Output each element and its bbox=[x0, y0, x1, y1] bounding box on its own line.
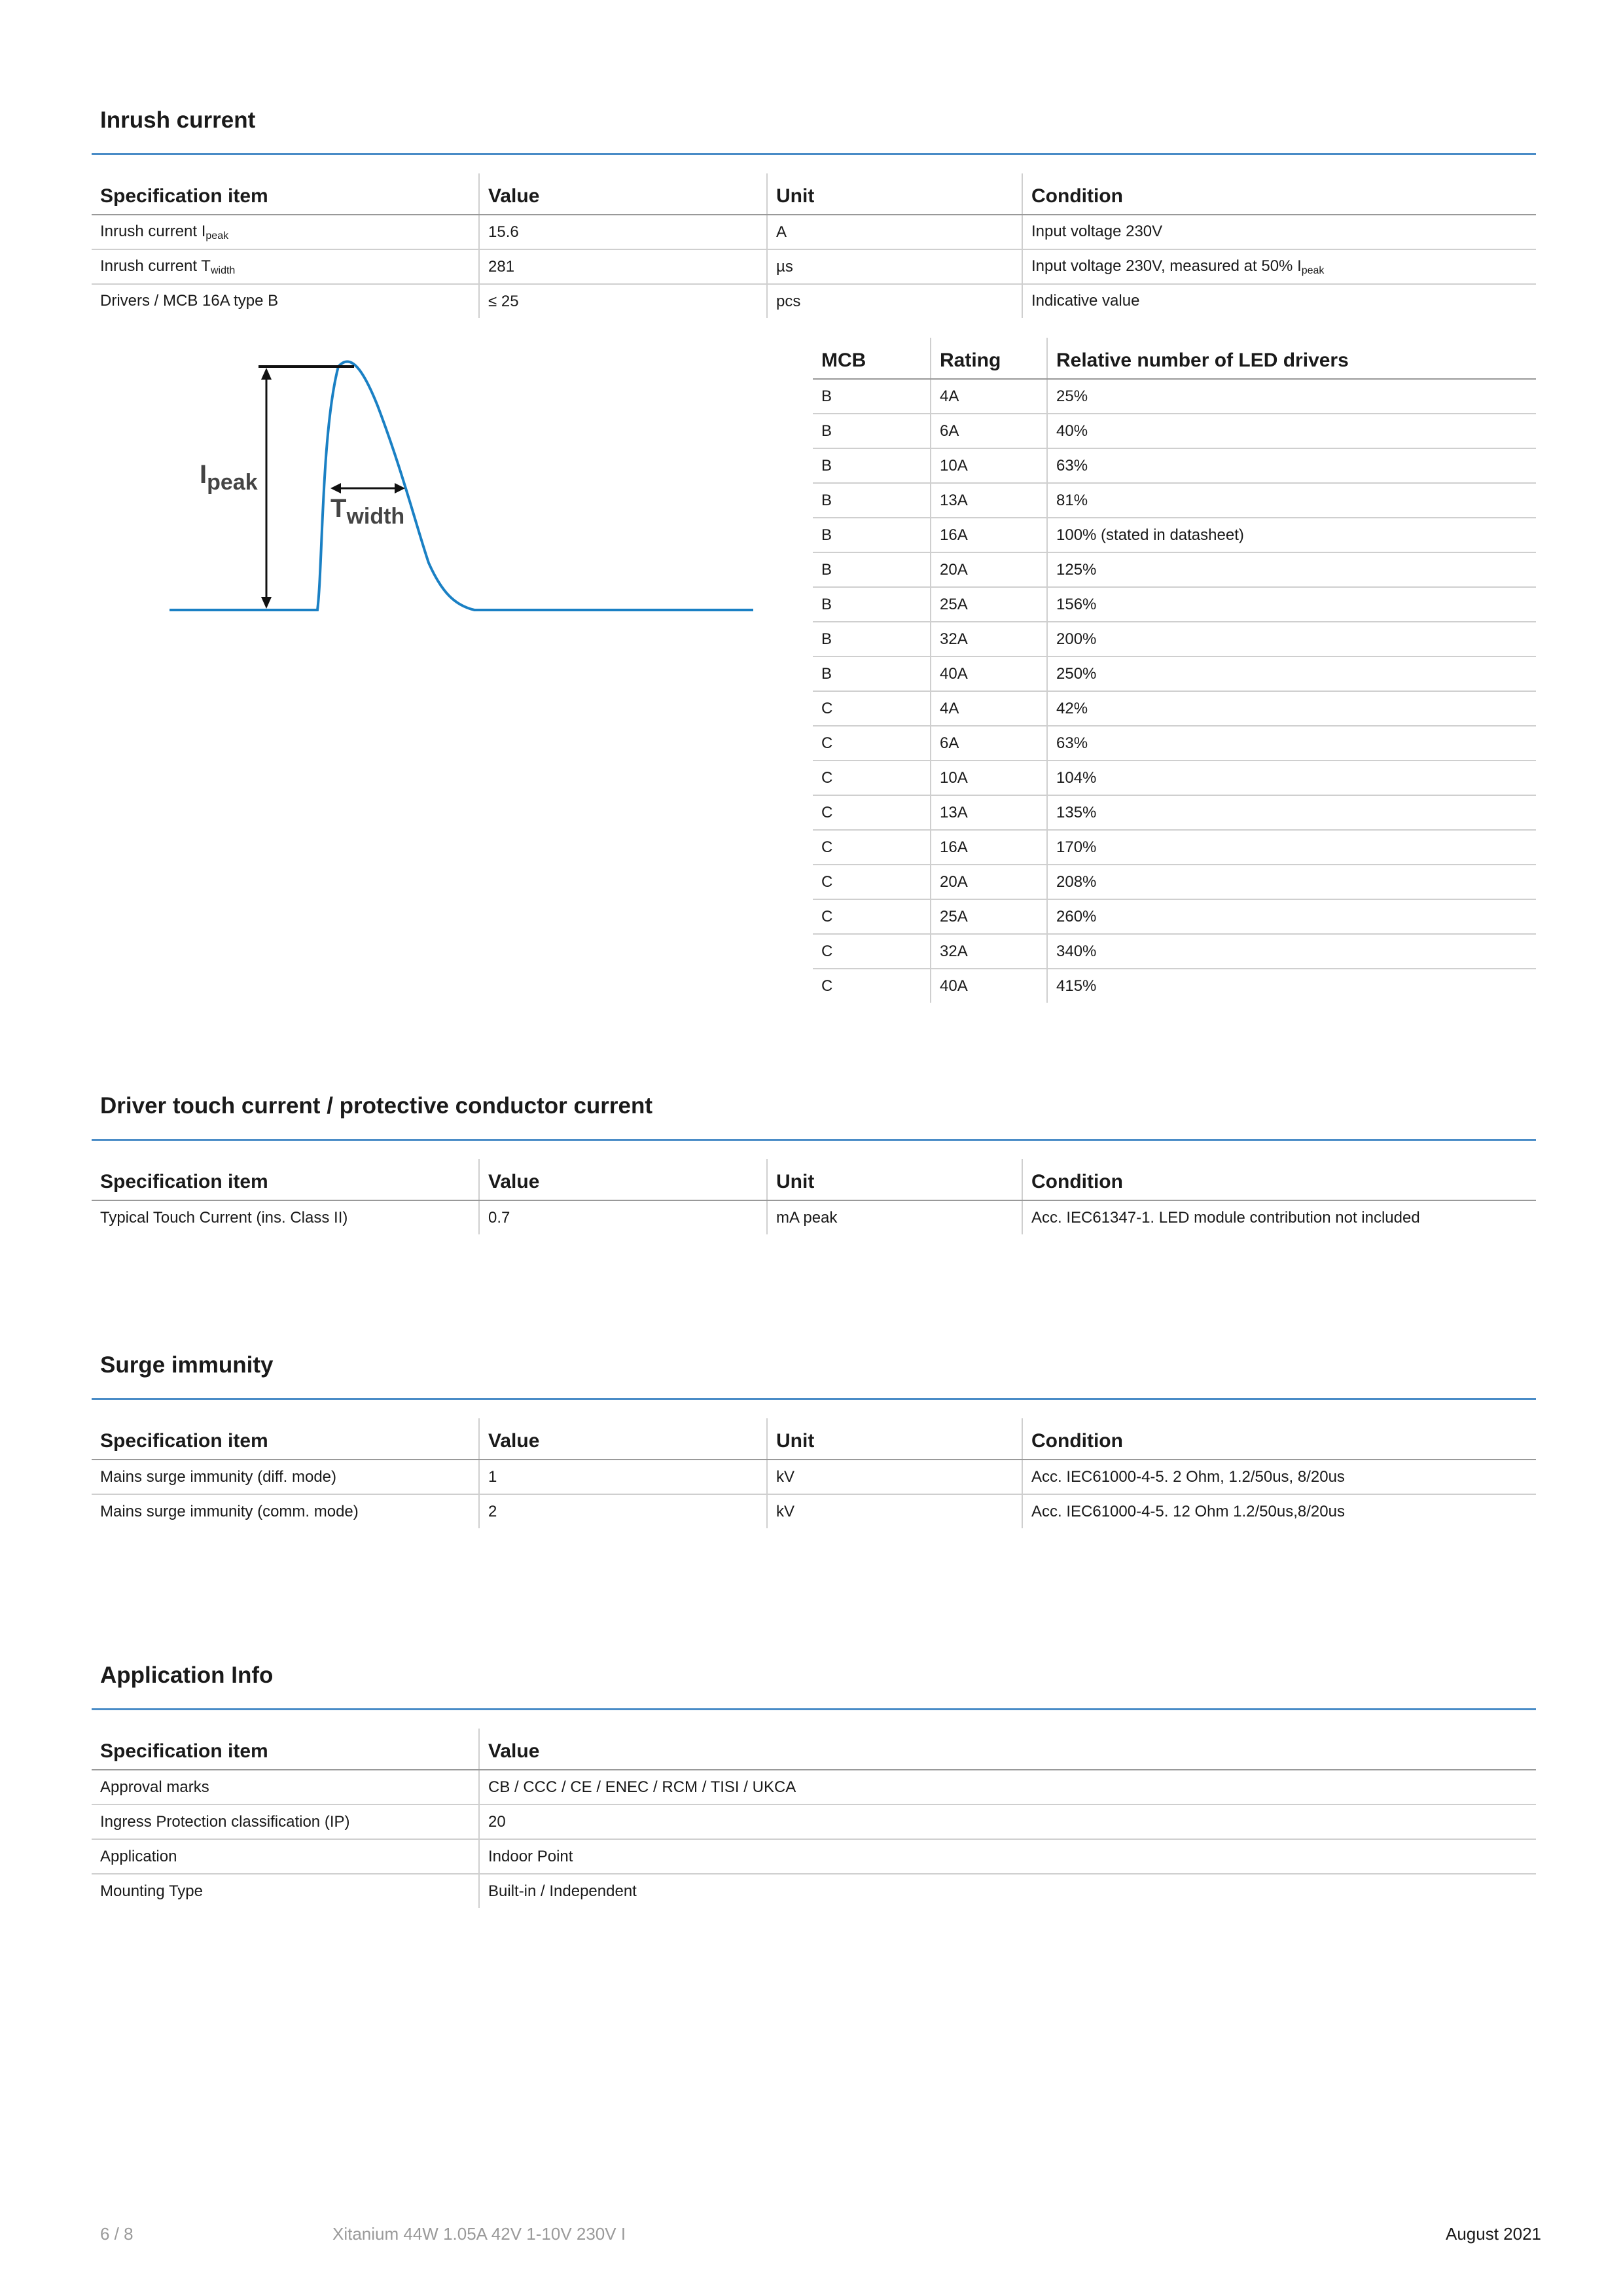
inrush-pulse-diagram bbox=[167, 353, 756, 628]
cell-rating: 10A bbox=[931, 761, 1047, 795]
header-spec-item: Specification item bbox=[92, 1159, 479, 1200]
application-table bbox=[92, 1729, 1536, 1908]
cell-relative-number: 40% bbox=[1047, 414, 1536, 448]
ipeak-label: $I_{peak}$ bbox=[200, 460, 258, 495]
cell-relative-number: 156% bbox=[1047, 587, 1536, 622]
cell-rating: 40A bbox=[931, 969, 1047, 1003]
cell-rating: 32A bbox=[931, 622, 1047, 656]
table-header-row bbox=[813, 338, 1536, 379]
table-row bbox=[92, 1770, 1536, 1804]
cell-value: Built-in / Independent bbox=[479, 1874, 1536, 1908]
cell-mcb-type: B bbox=[813, 379, 931, 414]
cell-condition: Acc. IEC61347-1. LED module contribution not included bbox=[1022, 1200, 1536, 1234]
section-title-application: Application Info bbox=[100, 1662, 274, 1688]
section-rule bbox=[92, 1708, 1536, 1710]
mcb-row bbox=[813, 691, 1536, 726]
cell-rating: 16A bbox=[931, 518, 1047, 552]
cell-mcb-type: C bbox=[821, 977, 833, 995]
cell-condition: Input voltage 230V, measured at 50% $I_{peak}$ bbox=[1022, 249, 1536, 284]
cell-relative-number: 63% bbox=[1047, 448, 1536, 483]
section-rule bbox=[92, 153, 1536, 155]
header-condition: Condition bbox=[1022, 1418, 1536, 1460]
mcb-row bbox=[813, 899, 1536, 934]
mcb-row bbox=[813, 379, 1536, 414]
table-row bbox=[92, 1839, 1536, 1874]
table-row bbox=[92, 215, 1536, 249]
section-rule bbox=[92, 1398, 1536, 1400]
table-row bbox=[92, 1874, 1536, 1908]
table-header-row bbox=[92, 1159, 1536, 1200]
cell-relative-number: 415% bbox=[1047, 969, 1536, 1003]
cell-rating: 25A bbox=[931, 587, 1047, 622]
cell-condition: Indicative value bbox=[1022, 284, 1536, 318]
cell-rating: 13A bbox=[931, 483, 1047, 518]
section-title-inrush: Inrush current bbox=[100, 107, 256, 133]
cell-relative-number: 135% bbox=[1047, 795, 1536, 830]
cell-item: Inrush current $I_{peak}$ bbox=[92, 215, 479, 249]
table-row bbox=[92, 249, 1536, 284]
cell-unit: mA peak bbox=[767, 1200, 1022, 1234]
header-value: Value bbox=[479, 1729, 1536, 1770]
mcb-row bbox=[813, 830, 1536, 865]
cell-value: 0.7 bbox=[479, 1200, 767, 1234]
mcb-row bbox=[813, 448, 1536, 483]
cell-value: Indoor Point bbox=[479, 1839, 1536, 1874]
cell-rating: 6A bbox=[931, 414, 1047, 448]
cell-item: Typical Touch Current (ins. Class II) bbox=[100, 1208, 348, 1227]
mcb-row bbox=[813, 414, 1536, 448]
mcb-row bbox=[813, 622, 1536, 656]
header-condition: Condition bbox=[1022, 173, 1536, 215]
mcb-row bbox=[813, 518, 1536, 552]
cell-item: Drivers / MCB 16A type B bbox=[100, 291, 279, 310]
cell-unit: kV bbox=[767, 1494, 1022, 1528]
header-value: Value bbox=[479, 173, 767, 215]
table-row bbox=[92, 1494, 1536, 1528]
cell-mcb-type: B bbox=[813, 518, 931, 552]
table-header-row bbox=[92, 1418, 1536, 1460]
cell-rating: 16A bbox=[931, 830, 1047, 865]
ipeak-arrow-head-up bbox=[261, 368, 272, 380]
cell-mcb-type: B bbox=[813, 622, 931, 656]
cell-item: Ingress Protection classification (IP) bbox=[92, 1804, 479, 1839]
cell-mcb-type: B bbox=[813, 483, 931, 518]
cell-relative-number: 340% bbox=[1047, 934, 1536, 969]
cell-relative-number: 42% bbox=[1047, 691, 1536, 726]
cell-mcb-type: B bbox=[813, 448, 931, 483]
header-spec-item: Specification item bbox=[92, 1729, 479, 1770]
cell-value: CB / CCC / CE / ENEC / RCM / TISI / UKCA bbox=[479, 1770, 1536, 1804]
cell-mcb-type: C bbox=[813, 830, 931, 865]
cell-rating: 4A bbox=[931, 691, 1047, 726]
mcb-row bbox=[813, 761, 1536, 795]
footer-page-number: 6 / 8 bbox=[100, 2224, 134, 2244]
header-unit: Unit bbox=[767, 173, 1022, 215]
twidth-arrow-head-left bbox=[330, 483, 341, 493]
cell-relative-number: 200% bbox=[1047, 622, 1536, 656]
cell-relative-number: 100% (stated in datasheet) bbox=[1047, 518, 1536, 552]
mcb-row bbox=[813, 552, 1536, 587]
cell-rating: 25A bbox=[931, 899, 1047, 934]
cell-relative-number: 208% bbox=[1047, 865, 1536, 899]
mcb-row bbox=[813, 587, 1536, 622]
cell-relative-number: 81% bbox=[1047, 483, 1536, 518]
mcb-row bbox=[813, 795, 1536, 830]
cell-condition: Acc. IEC61000-4-5. 2 Ohm, 1.2/50us, 8/20us bbox=[1022, 1460, 1536, 1494]
header-rating: Rating bbox=[931, 338, 1047, 379]
table-header-row bbox=[92, 173, 1536, 215]
cell-condition: Input voltage 230V bbox=[1022, 215, 1536, 249]
surge-table bbox=[92, 1418, 1536, 1528]
header-condition: Condition bbox=[1022, 1159, 1536, 1200]
cell-rating: 4A bbox=[931, 379, 1047, 414]
header-relative-number: Relative number of LED drivers bbox=[1047, 338, 1536, 379]
cell-unit: pcs bbox=[767, 284, 1022, 318]
cell-rating: 10A bbox=[931, 448, 1047, 483]
cell-value: 2 bbox=[479, 1494, 767, 1528]
table-row bbox=[92, 1460, 1536, 1494]
cell-item: Mounting Type bbox=[100, 1882, 203, 1900]
table-row bbox=[92, 1804, 1536, 1839]
cell-rating: 32A bbox=[931, 934, 1047, 969]
cell-unit: µs bbox=[767, 249, 1022, 284]
header-value: Value bbox=[479, 1418, 767, 1460]
table-row bbox=[92, 1200, 1536, 1234]
header-unit: Unit bbox=[767, 1418, 1022, 1460]
cell-mcb-type: C bbox=[813, 726, 931, 761]
cell-mcb-type: C bbox=[813, 761, 931, 795]
cell-value: ≤ 25 bbox=[479, 284, 767, 318]
cell-mcb-type: C bbox=[813, 899, 931, 934]
cell-unit: A bbox=[767, 215, 1022, 249]
cell-mcb-type: C bbox=[813, 865, 931, 899]
mcb-table bbox=[813, 338, 1536, 1003]
header-spec-item: Specification item bbox=[92, 1418, 479, 1460]
touch-table bbox=[92, 1159, 1536, 1234]
cell-item: Mains surge immunity (comm. mode) bbox=[100, 1502, 359, 1520]
cell-value: 15.6 bbox=[479, 215, 767, 249]
cell-value: 281 bbox=[479, 249, 767, 284]
cell-mcb-type: C bbox=[813, 934, 931, 969]
cell-relative-number: 63% bbox=[1047, 726, 1536, 761]
section-rule bbox=[92, 1139, 1536, 1141]
cell-rating: 6A bbox=[931, 726, 1047, 761]
mcb-row bbox=[813, 483, 1536, 518]
cell-rating: 20A bbox=[931, 552, 1047, 587]
cell-unit: kV bbox=[767, 1460, 1022, 1494]
cell-rating: 13A bbox=[931, 795, 1047, 830]
cell-mcb-type: B bbox=[813, 414, 931, 448]
cell-relative-number: 104% bbox=[1047, 761, 1536, 795]
table-header-row bbox=[92, 1729, 1536, 1770]
cell-mcb-type: B bbox=[813, 656, 931, 691]
cell-relative-number: 125% bbox=[1047, 552, 1536, 587]
header-spec-item: Specification item bbox=[92, 173, 479, 215]
cell-mcb-type: B bbox=[813, 587, 931, 622]
inrush-table bbox=[92, 173, 1536, 318]
cell-mcb-type: C bbox=[813, 691, 931, 726]
header-mcb: MCB bbox=[813, 338, 931, 379]
table-row bbox=[92, 284, 1536, 318]
cell-rating: 20A bbox=[931, 865, 1047, 899]
cell-mcb-type: B bbox=[813, 552, 931, 587]
cell-value: 1 bbox=[479, 1460, 767, 1494]
mcb-row bbox=[813, 934, 1536, 969]
mcb-row bbox=[813, 969, 1536, 1003]
cell-item: Application bbox=[92, 1839, 479, 1874]
section-title-touch: Driver touch current / protective conductor current bbox=[100, 1093, 653, 1119]
cell-rating: 40A bbox=[931, 656, 1047, 691]
cell-condition: Acc. IEC61000-4-5. 12 Ohm 1.2/50us,8/20us bbox=[1022, 1494, 1536, 1528]
cell-mcb-type: C bbox=[813, 795, 931, 830]
cell-relative-number: 25% bbox=[1047, 379, 1536, 414]
footer-date: August 2021 bbox=[1445, 2224, 1541, 2244]
mcb-row bbox=[813, 656, 1536, 691]
cell-relative-number: 260% bbox=[1047, 899, 1536, 934]
cell-item: Inrush current $T_{width}$ bbox=[92, 249, 479, 284]
cell-item: Mains surge immunity (diff. mode) bbox=[92, 1460, 479, 1494]
cell-value: 20 bbox=[479, 1804, 1536, 1839]
cell-relative-number: 250% bbox=[1047, 656, 1536, 691]
cell-relative-number: 170% bbox=[1047, 830, 1536, 865]
header-unit: Unit bbox=[767, 1159, 1022, 1200]
twidth-label: $T_{width}$ bbox=[330, 494, 405, 529]
cell-item: Approval marks bbox=[92, 1770, 479, 1804]
header-value: Value bbox=[479, 1159, 767, 1200]
mcb-row bbox=[813, 726, 1536, 761]
mcb-row bbox=[813, 865, 1536, 899]
footer-product-name: Xitanium 44W 1.05A 42V 1-10V 230V I bbox=[332, 2224, 626, 2244]
ipeak-arrow-head-down bbox=[261, 597, 272, 609]
section-title-surge: Surge immunity bbox=[100, 1352, 274, 1378]
